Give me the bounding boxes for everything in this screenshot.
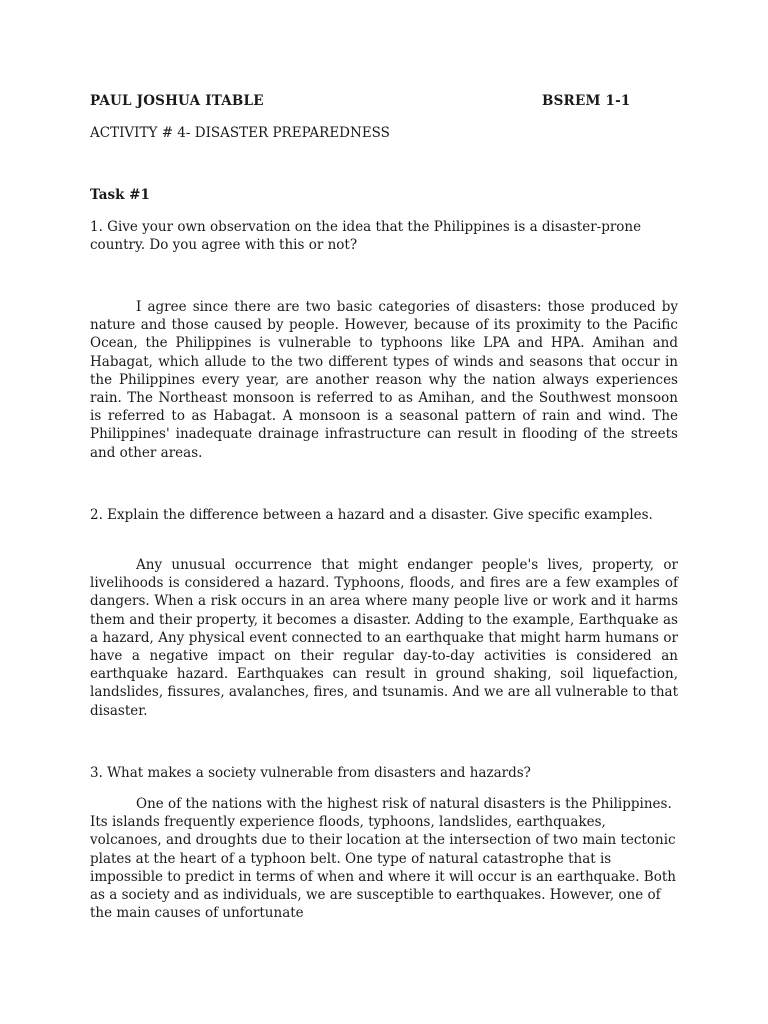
question-3: 3. What makes a society vulnerable from disasters and hazards? bbox=[90, 765, 531, 781]
student-section: BSREM 1-1 bbox=[542, 93, 631, 109]
student-name: PAUL JOSHUA ITABLE bbox=[90, 93, 264, 109]
answer-1: I agree since there are two basic categories of disasters: those produced by nature and those caused by people. However, because of its proximity to the Pacific Ocean, the Philippines is vulnerable to typhoons like LPA and HPA. Amihan and Habagat, which allude to the two different types of winds and seasons that occur in the Philippines every year, are another reason why the nation always experiences rain. The Northeast monsoon is referred to as Amihan, and the Southwest monsoon is referred to as Habagat. A monsoon is a seasonal pattern of rain and wind. The Philippines' inadequate drainage infrastructure can result in flooding of the streets and other areas. bbox=[90, 299, 678, 461]
answer-3: One of the nations with the highest risk of natural disasters is the Philippines. Its islands frequently experience floods, typhoons, landslides, earthquakes, volcanoes, and droughts due to their location at the intersection of two main tectonic plates at the heart of a typhoon belt. One type of natural catastrophe that is impossible to predict in terms of when and where it will occur is an earthquake. Both as a society and as individuals, we are susceptible to earthquakes. However, one of the main causes of unfortunate bbox=[90, 796, 676, 922]
answer-2: Any unusual occurrence that might endanger people's lives, property, or livelihoods is considered a hazard. Typhoons, floods, and fires are a few examples of dangers. When a risk occurs in an area where many people live or work and it harms them and their property, it becomes a disaster. Adding to the example, Earthquake as a hazard, Any physical event connected to an earthquake that might harm humans or have a negative impact on their regular day-to-day activities is considered an earthquake hazard. Earthquakes can result in ground shaking, soil liquefaction, landslides, fissures, avalanches, fires, and tsunamis. And we are all vulnerable to that disaster. bbox=[90, 557, 678, 719]
question-1: 1. Give your own observation on the idea that the Philippines is a disaster-prone country. Do you agree with this or not? bbox=[90, 219, 642, 254]
question-2: 2. Explain the difference between a hazard and a disaster. Give specific examples. bbox=[90, 507, 653, 523]
activity-title: ACTIVITY # 4- DISASTER PREPAREDNESS bbox=[90, 125, 390, 141]
document-header bbox=[90, 93, 650, 113]
task-label: Task #1 bbox=[90, 187, 150, 203]
